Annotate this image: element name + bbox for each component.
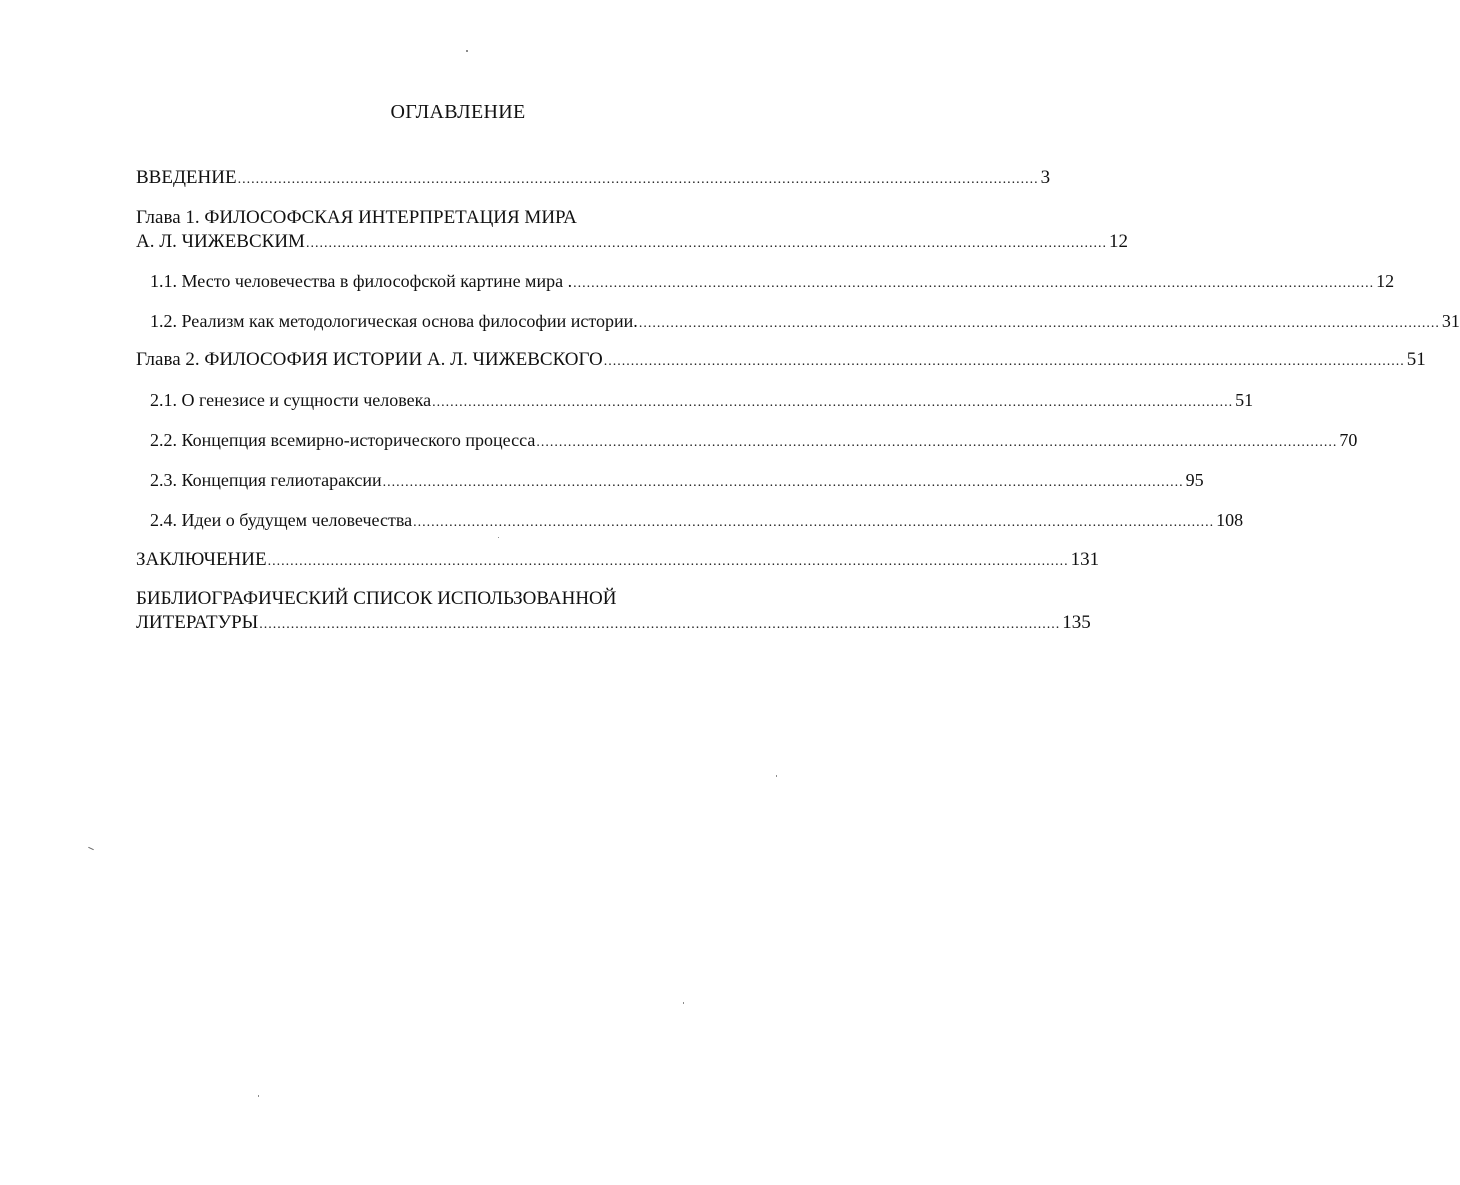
toc-entry-title: 2.4. Идеи о будущем человечества [150,510,413,530]
dot-leader: .................................................................................................................................................................................. [237,172,1039,187]
toc-entry-chapter-1[interactable] [136,206,1128,256]
toc-heading: ОГЛАВЛЕНИЕ [390,101,526,123]
toc-entry-bibliography[interactable] [136,587,1091,637]
dot-leader: .................................................................................................................................................................................. [267,554,1069,569]
dot-leader: .................................................................................................................................................................................. [413,515,1215,530]
toc-page-number: 70 [1339,430,1358,450]
toc-entry-title: 1.2. Реализм как методологическая основа философии истории. [150,311,638,331]
toc-entry-section-2-2[interactable] [150,428,1358,455]
toc-entry-title: 2.3. Концепция гелиотараксии [150,470,382,490]
toc-page-number: 3 [1040,167,1051,188]
scan-speck [776,775,777,777]
scan-speck [258,1095,259,1097]
toc-entry-introduction[interactable] [136,166,1051,192]
toc-entry-title-cont: А. Л. ЧИЖЕВСКИМ [136,231,305,252]
dot-leader: .................................................................................................................................................................................. [573,276,1375,291]
toc-entry-title: ВВЕДЕНИЕ [136,167,237,188]
toc-page-number: 51 [1406,349,1426,370]
dot-leader: .................................................................................................................................................................................. [259,617,1061,632]
toc-entry-title: БИБЛИОГРАФИЧЕСКИЙ СПИСОК ИСПОЛЬЗОВАННОЙ [136,588,617,609]
toc-page-number: 135 [1062,612,1091,633]
toc-page-number: 12 [1376,271,1395,291]
toc-entry-chapter-2[interactable] [136,348,1426,374]
toc-entry-title: 2.2. Концепция всемирно-исторического процесса [150,430,536,450]
toc-page-number: 31 [1441,311,1460,331]
dot-leader: .................................................................................................................................................................................. [603,354,1405,369]
dot-leader: .................................................................................................................................................................................. [432,395,1234,410]
toc-page-number: 131 [1070,549,1100,570]
dot-leader: .................................................................................................................................................................................. [382,475,1184,490]
toc-entry-section-1-2[interactable] [150,309,1460,336]
toc-entry-section-2-3[interactable] [150,468,1204,495]
toc-entry-section-1-1[interactable] [150,269,1395,296]
dot-leader: .................................................................................................................................................................................. [638,316,1440,331]
toc-entry-title: 1.1. Место человечества в философской картине мира . [150,271,573,291]
scan-speck [683,1002,684,1004]
dot-leader: .................................................................................................................................................................................. [305,236,1107,251]
toc-entry-title: ЗАКЛЮЧЕНИЕ [136,549,267,570]
toc-entry-title: 2.1. О генезисе и сущности человека [150,390,432,410]
toc-page-number: 108 [1216,510,1244,530]
toc-entry-section-2-1[interactable] [150,388,1254,415]
toc-entry-conclusion[interactable] [136,548,1100,574]
toc-entry-section-2-4[interactable] [150,508,1244,535]
toc-entry-title: Глава 1. ФИЛОСОФСКАЯ ИНТЕРПРЕТАЦИЯ МИРА [136,207,577,228]
toc-entry-title: Глава 2. ФИЛОСОФИЯ ИСТОРИИ А. Л. ЧИЖЕВСКОГО [136,349,603,370]
toc-page-number: 12 [1108,231,1128,252]
dot-leader: .................................................................................................................................................................................. [536,435,1338,450]
toc-entry-title-cont: ЛИТЕРАТУРЫ [136,612,259,633]
scan-speck [88,847,94,850]
scan-speck [466,50,468,52]
scan-speck [498,537,499,538]
toc-page-number: 95 [1185,470,1204,490]
toc-page-number: 51 [1235,390,1254,410]
